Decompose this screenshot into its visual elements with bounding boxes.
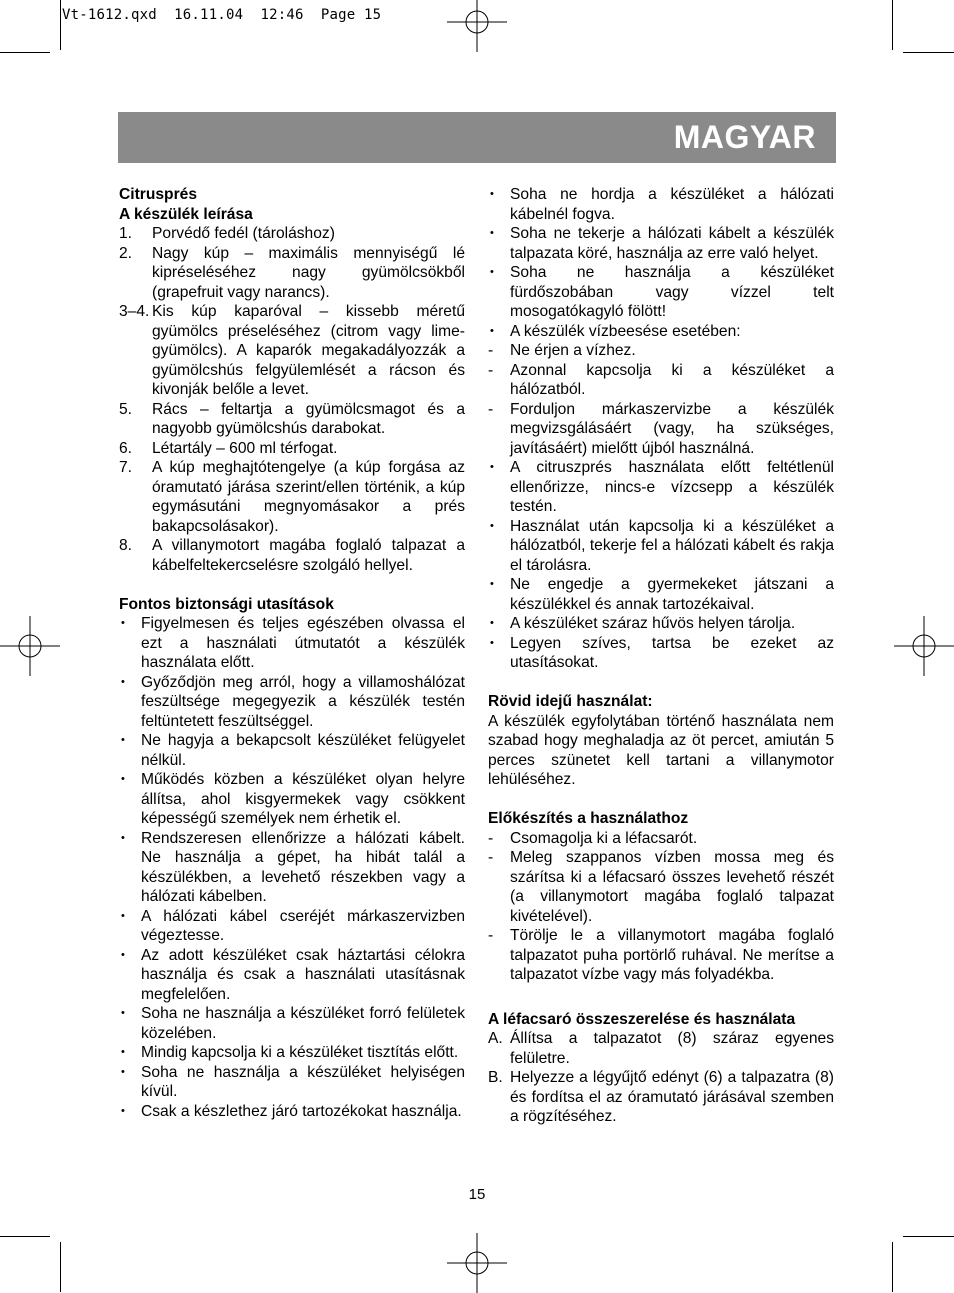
list-item: • Működés közben a készüléket olyan helyre állítsa, ahol kisgyermekek vagy csökkent képességű személyek nem érhetik el. — [121, 771, 465, 827]
bullet-icon: • — [121, 909, 125, 922]
print-slug: Vt-1612.qxd 16.11.04 12:46 Page 15 — [62, 7, 382, 23]
list-item: • Figyelmesen és teljes egészében olvassa el ezt a használati útmutatót a készülék használata előtt. — [121, 615, 465, 671]
assembly-list — [488, 1029, 834, 1127]
list-item: • Legyen szíves, tartsa be ezeket az utasításokat. — [490, 634, 834, 671]
list-item: 7. A kúp meghajtótengelye (a kúp forgása az óramutató járása szerint/ellen történik, a kúp egymásutáni megnyomásakor a prés bakapcsolásakor). — [119, 459, 465, 535]
section-title-assembly: A léfacsaró összeszerelése és használata — [488, 1010, 796, 1028]
dash-icon: - — [488, 849, 494, 866]
list-item: B. Helyezze a légyűjtő edényt (6) a talpazatra (8) és fordítsa el az óramutató járásával szemben a rögzítéséhez. — [488, 1069, 834, 1125]
bullet-icon: • — [121, 734, 125, 746]
registration-mark-left — [0, 616, 60, 676]
list-item: • Ne hagyja a bekapcsolt készüléket felügyelet nélkül. — [121, 732, 465, 769]
bullet-icon: • — [490, 324, 494, 337]
dash-icon: - — [488, 361, 494, 379]
list-item: A. Állítsa a talpazatot (8) száraz egyenes felületre. — [488, 1030, 834, 1067]
bullet-icon: • — [121, 948, 125, 961]
page-number: 15 — [468, 1186, 486, 1203]
list-item: • Győződjön meg arról, hogy a villamoshálózat feszültsége megegyezik a készülék testén feltüntetett feszültséggel. — [121, 673, 465, 730]
parts-list — [119, 224, 465, 575]
bullet-icon: • — [121, 831, 125, 844]
list-item: - Forduljon márkaszervizbe a készülék megvizsgálásáért (vagy, ha szükséges, javításáért) mielőtt újból használná. — [488, 400, 834, 457]
list-item: - Ne érjen a vízhez. — [488, 342, 636, 359]
list-item: • A citruszprés használata előtt feltétlenül ellenőrizze, nincs-e vízcsepp a készülék testén. — [490, 459, 834, 515]
bullet-icon: • — [490, 617, 494, 629]
preparation-list — [488, 829, 834, 985]
banner-title: MAGYAR — [673, 119, 816, 155]
safety-list-end — [488, 458, 834, 673]
bullet-icon: • — [121, 675, 125, 688]
safety-list — [119, 614, 465, 1121]
list-item: 1. Porvédő fedél (tároláshoz) — [119, 225, 335, 242]
safety-list-continued — [488, 185, 834, 341]
bullet-icon: • — [490, 188, 494, 200]
list-item: • Soha ne használja a készüléket fürdőszobában vagy vízzel telt mosogatókagyló fölött! — [490, 264, 834, 320]
bullet-icon: • — [490, 266, 494, 278]
bullet-icon: • — [121, 1104, 125, 1117]
list-item: • A hálózati kábel cseréjét márkaszervizben végeztesse. — [121, 907, 465, 944]
list-item: 6. Létartály – 600 ml térfogat. — [119, 439, 338, 457]
left-column — [119, 185, 465, 1121]
list-item: 8. A villanymotort magába foglaló talpazat a kábelfeltekercselésre szolgáló hellyel. — [119, 537, 465, 574]
language-banner — [118, 112, 836, 163]
registration-mark-bottom — [447, 1233, 507, 1293]
bullet-icon: • — [490, 636, 494, 649]
list-item: • Soha ne használja a készüléket forró felületek közelében. — [121, 1005, 465, 1042]
right-column — [488, 185, 834, 1127]
dash-icon: - — [488, 400, 494, 418]
bullet-icon: • — [121, 1065, 125, 1078]
dash-icon: - — [488, 829, 494, 847]
dash-icon: - — [488, 927, 494, 944]
section-title-short-use: Rövid idejű használat: — [488, 693, 653, 710]
bullet-icon: • — [490, 461, 494, 473]
list-item: • Ne engedje a gyermekeket játszani a készülékkel és annak tartozékaival. — [490, 576, 834, 613]
list-item: • Csak a készlethez járó tartozékokat használja. — [121, 1102, 462, 1120]
list-item: • Soha ne használja a készüléket helyiségen kívül. — [121, 1063, 465, 1100]
bullet-icon: • — [121, 1046, 125, 1058]
list-item: - Meleg szappanos vízben mossa meg és szárítsa ki a léfacsaró összes levehető részét (a villanymotort magába foglaló talpazat kivételével). — [488, 849, 834, 925]
list-item: • Rendszeresen ellenőrizze a hálózati kábelt. Ne használja a gépet, ha hibát talál a készülékben, a levehető részekben vagy a hálózati kábelben. — [121, 829, 465, 905]
water-steps-list — [488, 341, 834, 458]
list-item: • Soha ne hordja a készüléket a hálózati kábelnél fogva. — [490, 186, 834, 223]
bullet-icon: • — [121, 1007, 125, 1019]
section-title-safety: Fontos biztonsági utasítások — [119, 595, 334, 613]
registration-mark-right — [894, 616, 954, 676]
list-item: • A készülék vízbeesése esetében: — [490, 322, 741, 340]
list-item: - Azonnal kapcsolja ki a készüléket a hálózatból. — [488, 361, 834, 398]
list-item: • Használat után kapcsolja ki a készüléket a hálózatból, tekerje fel a hálózati kábelt és rakja el tárolásra. — [490, 517, 834, 574]
list-item: 2. Nagy kúp – maximális mennyiségű lé kipréseléséhez nagy gyümölcsökből (grapefruit vagy narancs). — [119, 244, 465, 301]
registration-mark-top — [447, 0, 507, 52]
bullet-icon: • — [490, 519, 494, 532]
list-item: 3–4. Kis kúp kaparóval – kissebb méretű gyümölcs préseléséhez (citrom vagy lime-gyümölcs). A kaparók megakadályozzák a gyümölcshús felgyülemlését a rácson és kivonják belőle a levet. — [119, 303, 465, 398]
section-title-description: A készülék leírása — [119, 205, 253, 223]
list-item: 5. Rács – feltartja a gyümölcsmagot és a nagyobb gyümölcshús darabokat. — [119, 400, 465, 437]
list-item: • Az adott készüléket csak háztartási célokra használja és csak a használati utasításnak megfelelően. — [121, 946, 465, 1003]
bullet-icon: • — [490, 578, 494, 590]
short-use-paragraph: A készülék egyfolytában történő használata nem szabad hogy meghaladja az öt percet, amiután 5 perces szünetet kell tartani a villanymotor lehüléséhez. — [488, 712, 834, 788]
bullet-icon: • — [121, 617, 125, 629]
list-item: - Csomagolja ki a léfacsarót. — [488, 829, 698, 847]
section-title-preparation: Előkészítés a használathoz — [488, 810, 689, 827]
list-item: - Törölje le a villanymotort magába foglaló talpazatot puha portörlő ruhával. Ne merítse a talpazatot vízbe vagy más folyadékba. — [488, 927, 834, 983]
list-item: • A készüléket száraz hűvös helyen tárolja. — [490, 615, 796, 632]
list-item: • Mindig kapcsolja ki a készüléket tisztítás előtt. — [121, 1044, 459, 1061]
dash-icon: - — [488, 342, 494, 359]
bullet-icon: • — [490, 227, 494, 239]
list-item: • Soha ne tekerje a hálózati kábelt a készülék talpazata köré, használja az erre való helyet. — [490, 225, 834, 262]
section-title-citruspres: Citrusprés — [119, 186, 197, 203]
bullet-icon: • — [121, 773, 125, 785]
